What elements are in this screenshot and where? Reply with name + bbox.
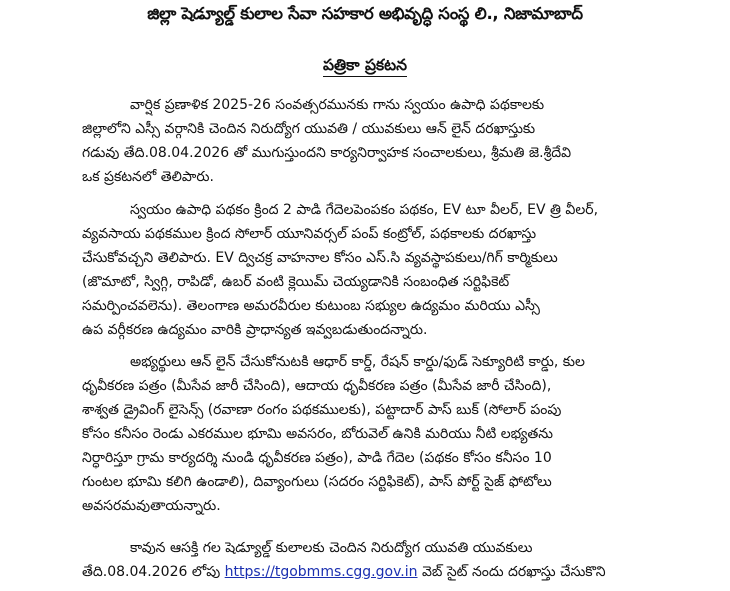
paragraph-line: జిల్లాలోని ఎస్సీ వర్గానికి చెందిన నిరుద్యోగ యువతి / యువకులు ఆన్ లైన్ దరఖాస్తుకు — [82, 121, 536, 137]
press-release-title: పత్రికా ప్రకటన — [323, 56, 407, 77]
paragraph-line: శాశ్వత డ్రైవింగ్ లైసెన్స్ (రవాణా రంగం పథకములకు), పట్టాదార్ పాస్ బుక్ (సోలార్ పంపు — [82, 402, 562, 418]
paragraph-line: నిర్ధారిస్తూ గ్రామ కార్యదర్శి నుండి ధృవీకరణ పత్రం), పాడి గేదెల (పథకం కోసం కనీసం 10 — [82, 450, 552, 466]
paragraph-line: కావున ఆసక్తి గల షెడ్యూల్డ్ కులాలకు చెందిన నిరుద్యోగ యువతి యువకులు — [130, 540, 533, 556]
paragraph-line: కోసం కనీసం రెండు ఎకరముల భూమి అవసరం, బోరువెల్ ఉనికి మరియు నీటి లభ్యతను — [82, 426, 553, 442]
document-heading: జిల్లా షెడ్యూల్డ్ కులాల సేవా సహకార అభివృద్ధి సంస్థ లి., నిజామాబాద్ — [147, 4, 583, 23]
paragraph-line: వ్యవసాయ పథకముల క్రింద సోలార్ యూనివర్సల్ పంప్ కంట్రోల్, పథకాలకు దరఖాస్తు — [82, 226, 537, 242]
paragraph-line: ఉప వర్గీకరణ ఉద్యమం వారికి ప్రాధాన్యత ఇవ్వబడుతుందన్నారు. — [82, 322, 428, 338]
apply-text: వెబ్ సైట్ నందు దరఖాస్తు చేసుకొని — [417, 564, 606, 580]
paragraph-line: అవసరమవుతాయన్నారు. — [82, 498, 221, 514]
deadline-text: తేది.08.04.2026 లోపు — [82, 564, 225, 580]
paragraph-line: సమర్పించవలెను). తెలంగాణ అమరవీరుల కుటుంబ సభ్యుల ఉద్యమం మరియు ఎస్సీ — [82, 298, 540, 314]
paragraph-line — [82, 560, 722, 584]
paragraph-line: వార్షిక ప్రణాళిక 2025-26 సంవత్సరమునకు గాను స్వయం ఉపాధి పథకాలకు — [130, 97, 545, 113]
paragraph-line: (జొమాటో, స్విగ్గి, రాపిడో, ఉబర్ వంటి క్లెయిమ్ చెయ్యడానికి సంబంధిత సర్టిఫికెట్ — [82, 274, 510, 290]
paragraph-line: స్వయం ఉపాధి పథకం క్రింద 2 పాడి గేదెలపెంపకం పథకం, EV టూ వీలర్, EV త్రి వీలర్, — [130, 202, 599, 218]
paragraph-line: చేసుకోవచ్చని తెలిపారు. EV ద్విచక్ర వాహనాల కోసం ఎస్.సి వ్యవస్థాపకులు/గిగ్ కార్మికులు — [82, 250, 558, 266]
document-subheading — [0, 56, 730, 78]
paragraph-line: ధృవీకరణ పత్రం (మీసేవ జారీ చేసింది), ఆదాయ ధృవీకరణ పత్రం (మీసేవ జారీ చేసింది), — [82, 378, 552, 394]
paragraph-line: గడువు తేది.08.04.2026 తో ముగుస్తుందని కార్యనిర్వాహక సంచాలకులు, శ్రీమతి జె.శ్రీదేవి — [82, 145, 572, 161]
paragraph-line: గుంటల భూమి కలిగి ఉండాలి), దివ్యాంగులు (సదరం సర్టిఫికెట్), పాస్ పోర్ట్ సైజ్ ఫోటోలు — [82, 474, 552, 490]
paragraph-line: అభ్యర్థులు ఆన్ లైన్ చేసుకోనుటకి ఆధార్ కార్డ్, రేషన్ కార్డు/ఫుడ్ సెక్యూరిటి కార్డు, కుల — [130, 354, 585, 370]
website-link[interactable]: https://tgobmms.cgg.gov.in — [224, 564, 418, 580]
paragraph-line: ఒక ప్రకటనలో తెలిపారు. — [82, 169, 214, 185]
